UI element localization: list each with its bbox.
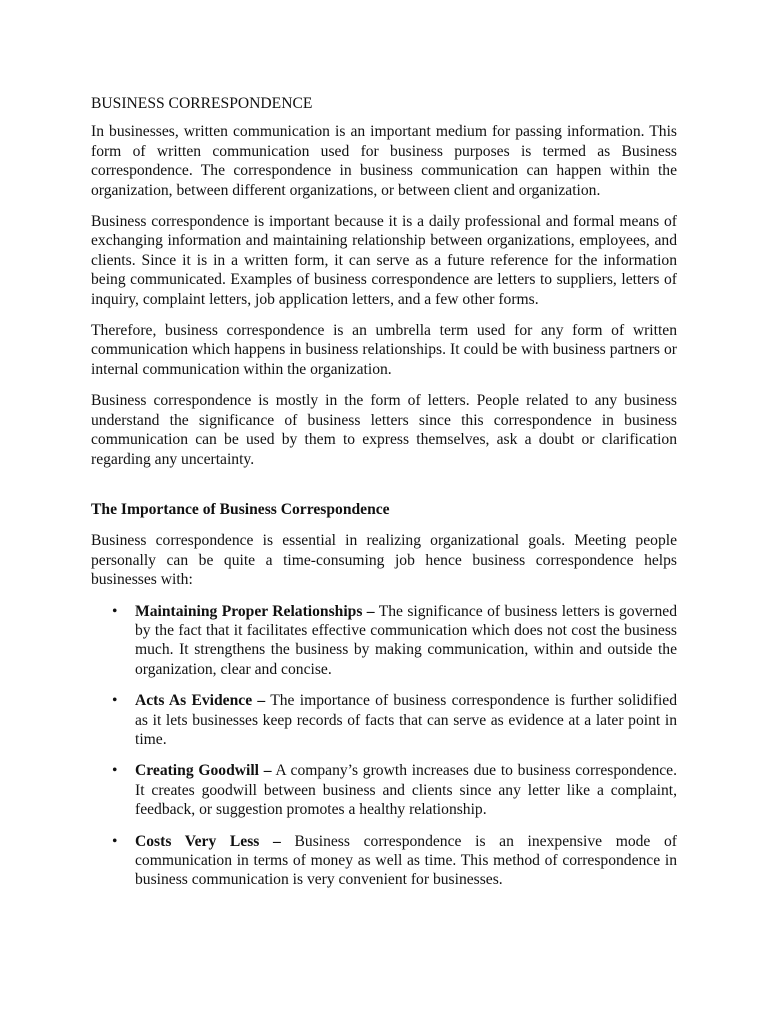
list-item	[91, 602, 677, 680]
intro-paragraph-2: Business correspondence is important because it is a daily professional and formal means of exchanging information and maintaining relationship between organizations, employees, and clients. Since it is in a written form, it can serve as a future reference for the information being communicated. Examples of business correspondence are letters to suppliers, letters of inquiry, complaint letters, job application letters, and a few other forms.	[91, 213, 677, 308]
intro-paragraph-3: Therefore, business correspondence is an umbrella term used for any form of written communication which happens in business relationships. It could be with business partners or internal communication within the organization.	[91, 322, 677, 378]
list-item-text: A company’s growth increases due to business correspondence. It creates goodwill between business and clients since any letter like a complaint, feedback, or suggestion promotes a healthy relationship.	[135, 762, 677, 819]
list-item-text: The significance of business letters is governed by the fact that it facilitates effective communication which does not cost the business much. It strengthens the business by making communication, within and outside the organization, clear and concise.	[135, 602, 678, 678]
section-lead-paragraph: Business correspondence is essential in realizing organizational goals. Meeting people personally can be quite a time-consuming job hence business correspondence helps businesses with:	[91, 532, 677, 589]
bullet-icon: •	[112, 692, 118, 710]
list-item	[91, 761, 677, 819]
importance-list	[91, 602, 677, 890]
list-item-term: Maintaining Proper Relationships –	[135, 602, 375, 620]
bullet-icon: •	[112, 602, 118, 620]
list-item	[91, 691, 677, 749]
list-item-term: Costs Very Less –	[135, 832, 281, 850]
list-item-text: Business correspondence is an inexpensive mode of communication in terms of money as well as time. This method of correspondence in business communication is very convenient for businesses.	[135, 832, 677, 889]
list-item-term: Acts As Evidence –	[135, 692, 266, 710]
document-title: BUSINESS CORRESPONDENCE	[91, 95, 313, 112]
document-page	[91, 94, 677, 902]
bullet-icon: •	[112, 832, 118, 850]
section-heading: The Importance of Business Correspondence	[91, 500, 390, 518]
intro-paragraph-1: In businesses, written communication is an important medium for passing information. This form of written communication used for business purposes is termed as Business correspondence. The correspondence in business communication can happen within the organization, between different organizations, or between client and organization.	[91, 123, 677, 199]
list-item	[91, 832, 677, 890]
bullet-icon: •	[112, 762, 118, 780]
intro-paragraph-4: Business correspondence is mostly in the form of letters. People related to any business understand the significance of business letters since this correspondence in business communication can be used by them to express themselves, ask a doubt or clarification regarding any uncertainty.	[91, 392, 677, 468]
list-item-term: Creating Goodwill –	[135, 762, 272, 780]
list-item-text: The importance of business correspondence is further solidified as it lets businesses keep records of facts that can serve as evidence at a later point in time.	[135, 692, 677, 748]
